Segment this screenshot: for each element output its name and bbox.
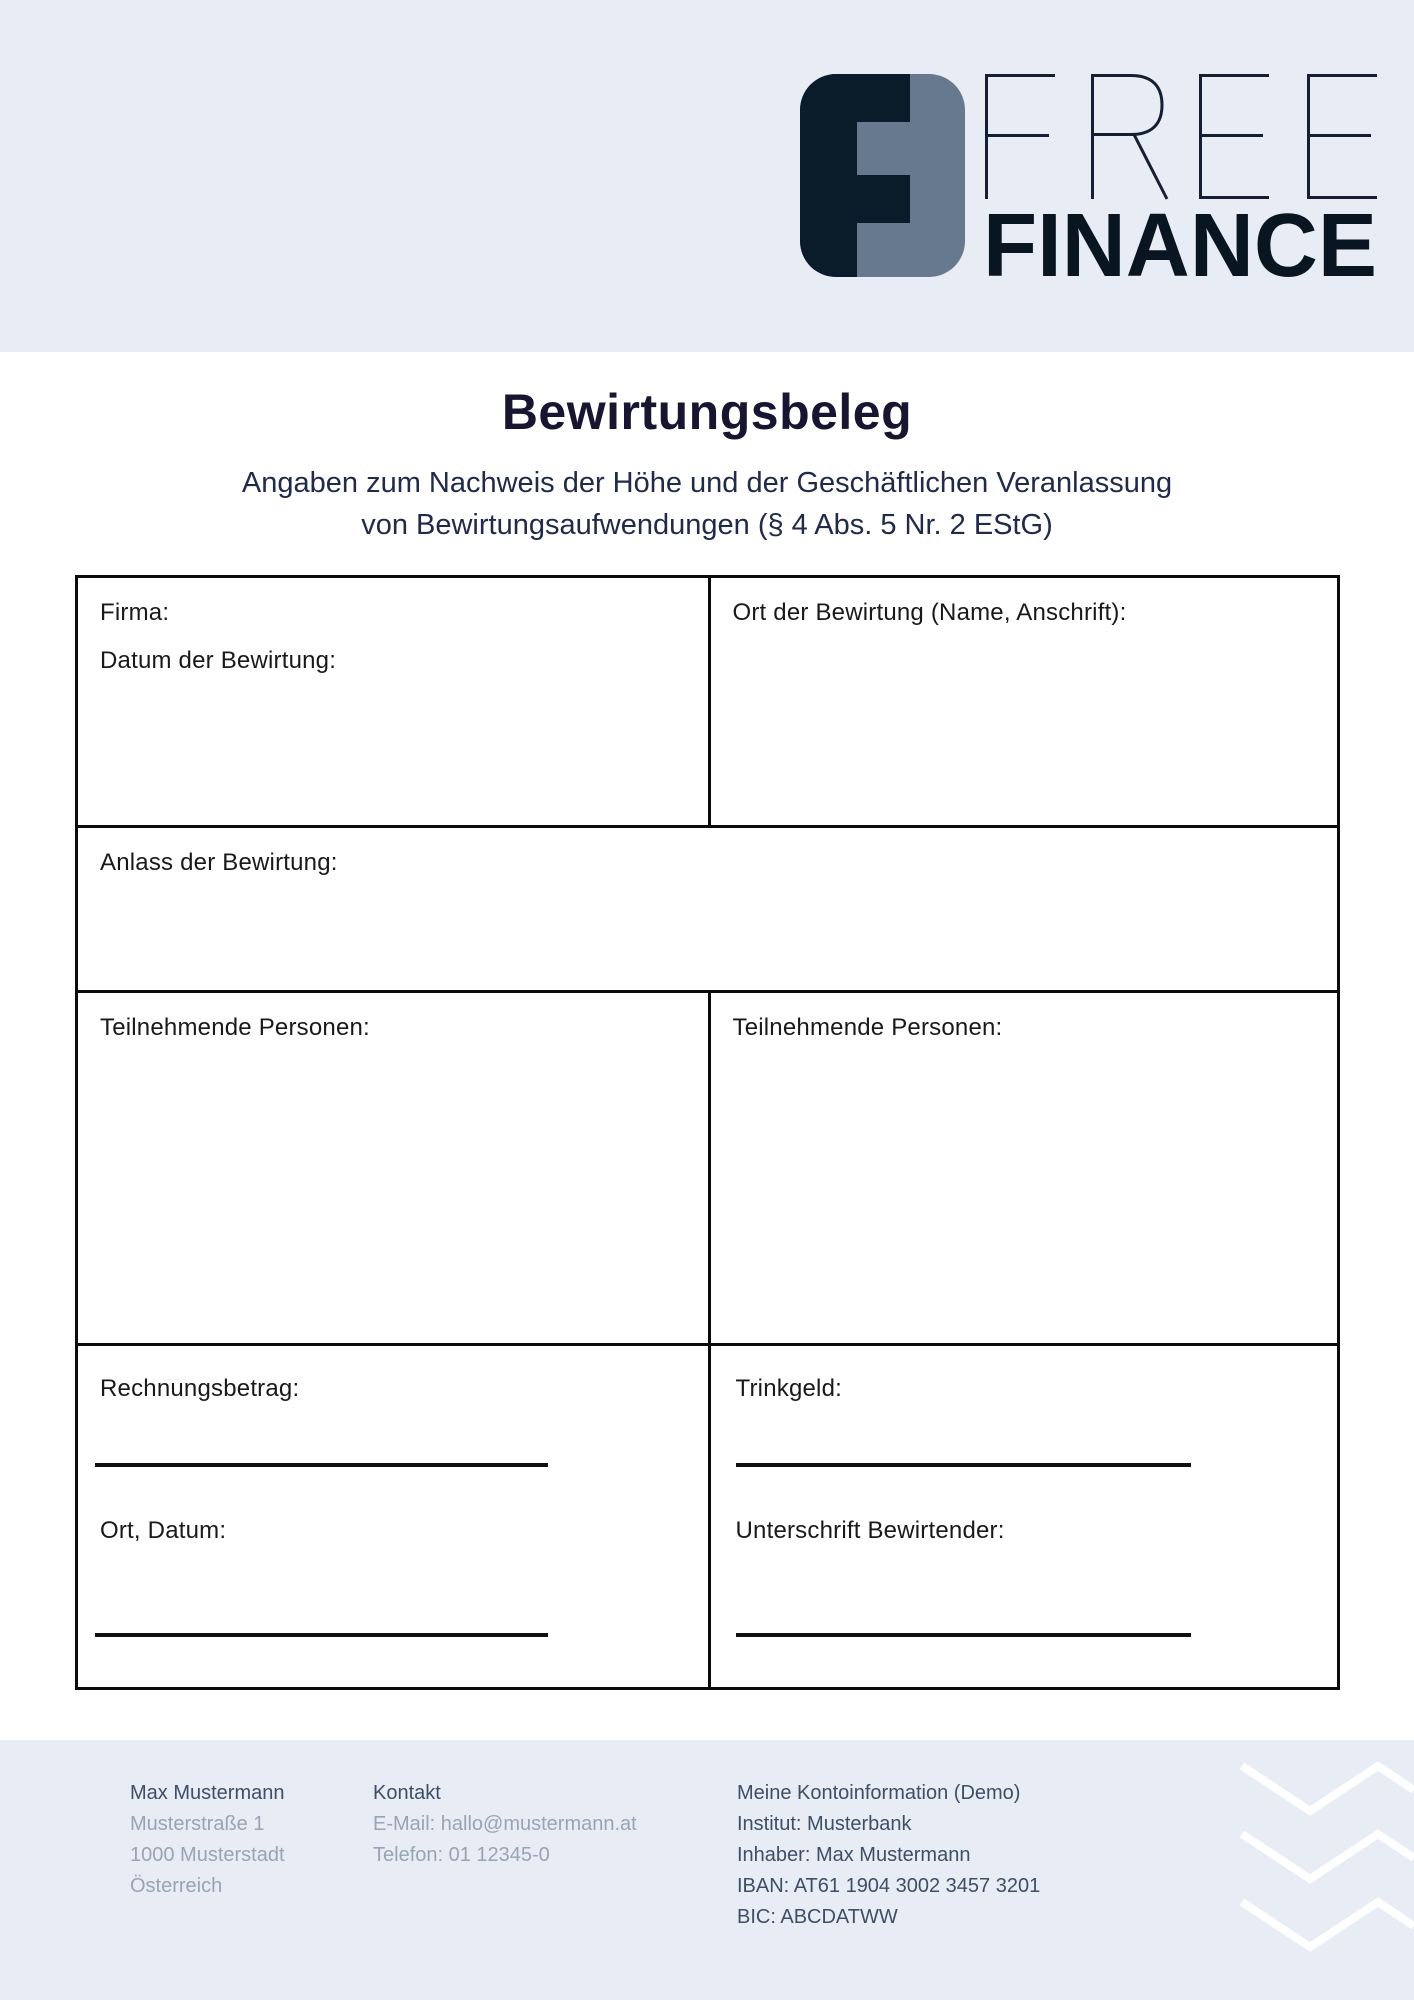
teilnehmende-personen-right-label: Teilnehmende Personen: — [732, 1014, 1003, 1041]
subtitle-line-1: Angaben zum Nachweis der Höhe und der Geschäftlichen Veranlassung — [241, 467, 1173, 499]
cell-anlass — [78, 825, 1337, 990]
cell-teilnehmende-personen-right — [708, 990, 1338, 1343]
free-letters-graphic — [983, 74, 1380, 200]
logo-free-label — [983, 200, 984, 201]
rechnungsbetrag-label: Rechnungsbetrag: — [100, 1375, 300, 1402]
trinkgeld-fill-line — [736, 1463, 1191, 1467]
page-title: Bewirtungsbeleg — [501, 384, 913, 440]
form-table — [75, 575, 1340, 1690]
freefinance-f-icon — [800, 74, 965, 280]
subtitle-line-2: von Bewirtungsaufwendungen (§ 4 Abs. 5 Nr. 2 EStG) — [361, 509, 1053, 541]
logo-free-text — [983, 74, 1380, 200]
subtitle — [0, 462, 1414, 546]
logo-finance-text — [983, 210, 1380, 280]
unterschrift-fill-line — [736, 1633, 1191, 1637]
trinkgeld-label: Trinkgeld: — [735, 1375, 842, 1402]
cell-firma-datum — [78, 578, 708, 825]
footer-kontakt-block — [373, 1778, 637, 1871]
svg-text:FINANCE: FINANCE — [983, 210, 1377, 280]
anlass-der-bewirtung-label: Anlass der Bewirtung: — [100, 849, 338, 876]
logo-wordmark — [983, 74, 1380, 280]
rechnungsbetrag-fill-line — [95, 1463, 548, 1467]
konto-iban: IBAN: AT61 1904 3002 3457 3201 — [737, 1875, 1041, 1897]
konto-institut: Institut: Musterbank — [737, 1813, 912, 1835]
cell-ort-der-bewirtung — [708, 578, 1338, 825]
kontakt-email: E-Mail: hallo@mustermann.at — [373, 1813, 637, 1835]
ort-datum-label: Ort, Datum: — [100, 1517, 227, 1544]
teilnehmende-personen-left-label: Teilnehmende Personen: — [100, 1014, 370, 1041]
kontakt-telefon: Telefon: 01 12345-0 — [373, 1844, 550, 1866]
ort-der-bewirtung-label: Ort der Bewirtung (Name, Anschrift): — [732, 599, 1127, 626]
konto-inhaber: Inhaber: Max Mustermann — [737, 1844, 971, 1866]
footer-band — [0, 1740, 1414, 2000]
kontakt-heading: Kontakt — [373, 1782, 441, 1804]
owner-name: Max Mustermann — [130, 1782, 285, 1804]
unterschrift-bewirtender-label: Unterschrift Bewirtender: — [735, 1517, 1005, 1544]
datum-der-bewirtung-label: Datum der Bewirtung: — [100, 647, 337, 674]
cell-teilnehmende-personen-left — [78, 990, 708, 1343]
owner-city: 1000 Musterstadt — [130, 1844, 285, 1866]
footer-owner-block — [130, 1778, 285, 1902]
firma-label: Firma: — [100, 599, 170, 626]
chevron-zigzag-icon — [1240, 1762, 1414, 1962]
cell-trinkgeld-unterschrift — [708, 1343, 1338, 1687]
owner-country: Österreich — [130, 1875, 223, 1897]
header-band — [0, 0, 1414, 352]
konto-heading: Meine Kontoinformation (Demo) — [737, 1782, 1021, 1804]
owner-street: Musterstraße 1 — [130, 1813, 265, 1835]
footer-kontoinformation-block — [737, 1778, 1040, 1933]
freefinance-logo — [800, 74, 1380, 280]
ort-datum-fill-line — [95, 1633, 548, 1637]
cell-rechnungsbetrag-ort-datum — [78, 1343, 708, 1687]
konto-bic: BIC: ABCDATWW — [737, 1906, 898, 1928]
